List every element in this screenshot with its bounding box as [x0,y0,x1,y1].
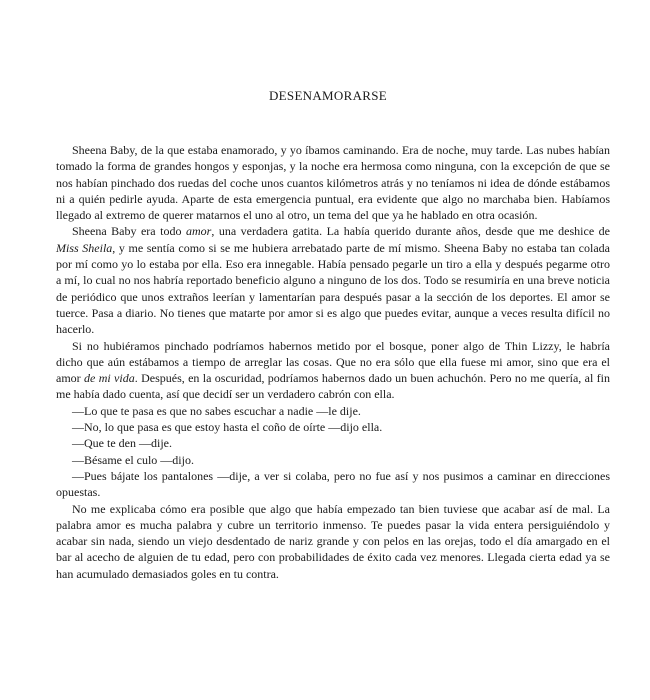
paragraph-text: —Pues bájate los pantalones —dije, a ver si colaba, pero no fue así y nos pusimos a caminar en direcciones opuestas. [56,468,610,500]
paragraph-text: —Lo que te pasa es que no sabes escuchar a nadie —le dije. [72,403,361,418]
dialogue-line [56,419,610,435]
paragraph [56,223,610,337]
paragraph-text: —No, lo que pasa es que estoy hasta el coño de oírte —dijo ella. [72,420,383,435]
dialogue-line [56,435,610,451]
paragraph [56,142,610,223]
paragraph-text: , y me sentía como si se me hubiera arrebatado parte de mí mismo. Sheena Baby no estaba tan colada por mí como yo lo estaba por ella. Eso era innegable. Había pensado pegarle un tiro a ella y después pegarme otro a mí, lo cual no nos habría reportado beneficio alguno a ninguno de los dos. Todo se resumiría en una breve noticia de periódico que unos extraños leerían y lamentarían para después pasar a la sección de los deportes. El amor se tuerce. Pasa a diario. No tienes que matarte por amor si es algo que puedes evitar, aunque a veces resulta difícil no hacerlo. [56,240,610,337]
paragraph-text: Si no hubiéramos pinchado podríamos habernos metido por el bosque, poner algo de Thin Lizzy, le habría dicho que aún estábamos a tiempo de arreglar las cosas. Que no era sólo que ella fuese mi amor, sino que era el amor [56,338,610,386]
paragraph-text: —Bésame el culo —dijo. [72,452,194,467]
paragraph-text: No me explicaba cómo era posible que algo que había empezado tan bien tuviese que acabar así de mal. La palabra amor es mucha palabra y cubre un territorio inmenso. Te puedes pasar la vida entera persiguiéndolo y acabar sin nada, siendo un viejo desdentado de nariz grande y con pelos en las orejas, todo el día amargado en el bar al acecho de alguien de tu edad, pero con probabilidades de éxito cada vez menores. Llegada cierta edad ya se han acumulado demasiados goles en tu contra. [56,501,610,581]
dialogue-line [56,452,610,468]
paragraph-text: Sheena Baby era todo [72,224,186,239]
italic-text: amor [185,224,212,239]
chapter-title: DESENAMORARSE [268,88,388,103]
paragraph-text: , una verdadera gatita. La había querido durante años, desde que me deshice de [211,224,610,239]
paragraph-text: . Después, en la oscuridad, podríamos habernos dado un buen achuchón. Pero no me quería, al fin me había dado cuenta, así que decidí ser un verdadero cabrón con ella. [56,371,610,402]
paragraph-text: —Que te den —dije. [72,436,172,451]
chapter-body [56,142,610,582]
paragraph [56,338,610,403]
paragraph [56,501,610,582]
italic-text: Miss Sheila [56,240,113,255]
dialogue-line [56,403,610,419]
dialogue-line [56,468,610,501]
paragraph-text: Sheena Baby, de la que estaba enamorado, y yo íbamos caminando. Era de noche, muy tarde. Las nubes habían tomado la forma de grandes hongos y esponjas, y la noche era hermosa como ninguna, con la excepción de que se nos habían pinchado dos ruedas del coche unos cuantos kilómetros atrás y no teníamos ni idea de dónde estábamos ni a quién pedirle ayuda. Aparte de esta emergencia puntual, era evidente que algo no marchaba bien. Habíamos llegado al extremo de querer matarnos el uno al otro, un tema del que ya he hablado en otra ocasión. [56,143,610,223]
italic-text: de mi vida [84,371,135,386]
